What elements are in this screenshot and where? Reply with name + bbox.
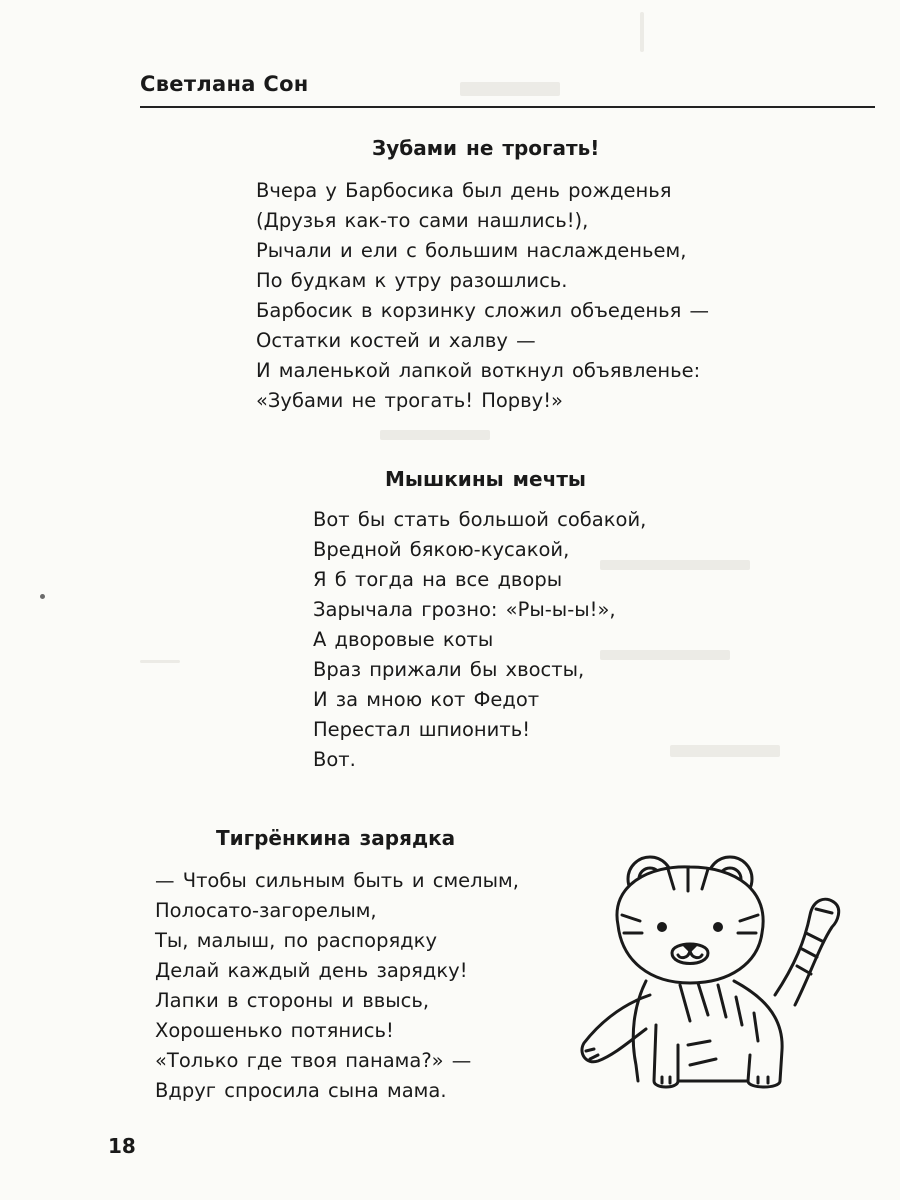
poem-line: Полосато-загорелым, [155, 899, 377, 922]
header-divider [140, 106, 875, 108]
poem-line: И за мною кот Федот [313, 688, 540, 711]
header-author: Светлана Сон [140, 72, 309, 96]
poem-line: А дворовые коты [313, 628, 494, 651]
poem-body [256, 176, 709, 416]
poem-body [155, 866, 519, 1106]
poem-title: Зубами не трогать! [372, 136, 600, 160]
poem-line: Вдруг спросила сына мама. [155, 1079, 447, 1102]
poem-title: Мышкины мечты [385, 467, 587, 491]
paper-speck [40, 594, 45, 599]
poem-body [313, 505, 646, 775]
tiger-cub-icon [570, 845, 860, 1105]
page-number: 18 [108, 1134, 136, 1158]
poem-line: Остатки костей и халву — [256, 329, 536, 352]
poem-line: По будкам к утру разошлись. [256, 269, 568, 292]
poem-line: Вот бы стать большой собакой, [313, 508, 647, 531]
poem-line: «Только где твоя панама?» — [155, 1049, 472, 1072]
poem-line: — Чтобы сильным быть и смелым, [155, 869, 519, 892]
poem-line: Лапки в стороны и ввысь, [155, 989, 430, 1012]
poem-line: Враз прижали бы хвосты, [313, 658, 585, 681]
poem-line: Хорошенько потянись! [155, 1019, 394, 1042]
poem-line: И маленькой лапкой воткнул объявленье: [256, 359, 701, 382]
poem-line: «Зубами не трогать! Порву!» [256, 389, 563, 412]
poem-line: Вчера у Барбосика был день рожденья [256, 179, 672, 202]
poem-line: Вот. [313, 748, 356, 771]
bleed-through-mark [670, 745, 780, 757]
poem-line: Перестал шпионить! [313, 718, 531, 741]
poem-title: Тигрёнкина зарядка [216, 826, 456, 850]
poem-line: (Друзья как-то сами нашлись!), [256, 209, 589, 232]
poem-line: Вредной бякою-кусакой, [313, 538, 570, 561]
poem-line: Я б тогда на все дворы [313, 568, 563, 591]
bleed-through-mark [140, 660, 180, 663]
bleed-through-mark [460, 82, 560, 96]
bleed-through-mark [380, 430, 490, 440]
poem-line: Барбосик в корзинку сложил объеденья — [256, 299, 710, 322]
bleed-through-mark [640, 12, 644, 52]
poem-line: Ты, малыш, по распорядку [155, 929, 437, 952]
poem-line: Рычали и ели с большим наслажденьем, [256, 239, 687, 262]
poem-line: Делай каждый день зарядку! [155, 959, 468, 982]
poem-line: Зарычала грозно: «Ры-ы-ы!», [313, 598, 616, 621]
